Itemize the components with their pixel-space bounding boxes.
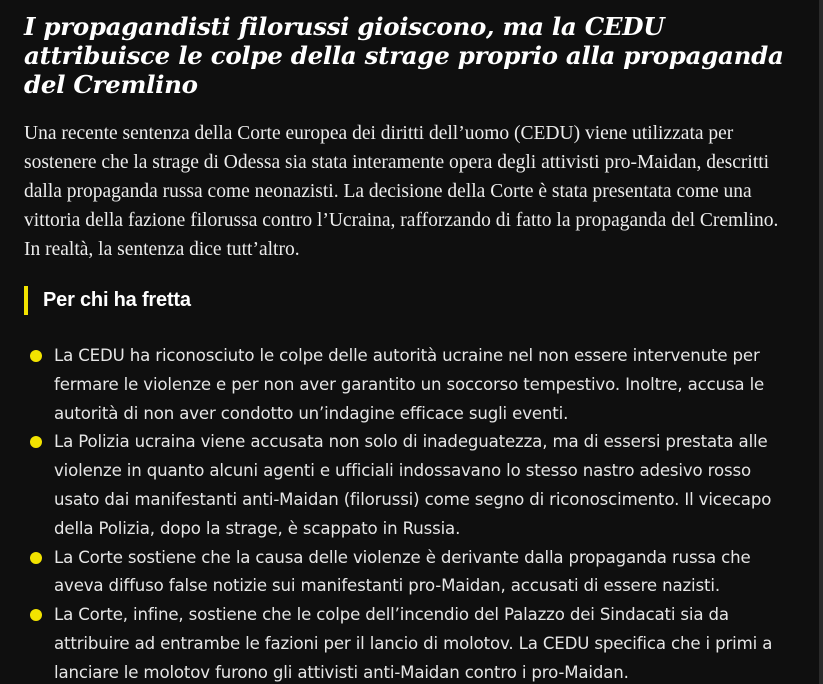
bullet-dot-icon <box>30 552 42 564</box>
summary-item <box>24 342 793 428</box>
summary-item-text: La Corte, infine, sostiene che le colpe dell’incendio del Palazzo dei Sindacati sia da attribuire ad entrambe le fazioni per il lancio di molotov. La CEDU specifica che i primi a lanciare le molotov furono gli attivisti anti-Maidan contro i pro-Maidan. <box>54 605 773 682</box>
summary-item <box>24 428 793 543</box>
bullet-dot-icon <box>30 350 42 362</box>
summary-item-text: La CEDU ha riconosciuto le colpe delle autorità ucraine nel non essere intervenute per fermare le violenze e per non aver garantito un soccorso tempestivo. Inoltre, accusa le autorità di non aver condotto un’indagine efficace sugli eventi. <box>54 346 765 423</box>
summary-item-text: La Corte sostiene che la causa delle violenze è derivante dalla propaganda russa che aveva diffuso false notizie sui manifestanti pro-Maidan, accusati di essere nazisti. <box>54 547 751 596</box>
summary-list <box>24 342 793 684</box>
article-intro: Una recente sentenza della Corte europea dei diritti dell’uomo (CEDU) viene utilizzata per sostenere che la strage di Odessa sia stata interamente opera degli attivisti pro-Maidan, descritti dalla propaganda russa come neonazisti. La decisione della Corte è stata presentata come una vittoria della fazione filorussa contro l’Ucraina, rafforzando di fatto la propaganda del Cremlino. In realtà, la sentenza dice tutt’altro. <box>24 123 779 260</box>
summary-item-text: La Polizia ucraina viene accusata non solo di inadeguatezza, ma di essersi prestata alle violenze in quanto alcuni agenti e ufficiali indossavano lo stesso nastro adesivo rosso usato dai manifestanti anti-Maidan (filorussi) come segno di riconoscimento. Il vicecapo della Polizia, dopo la strage, è scappato in Russia. <box>54 432 772 538</box>
bullet-dot-icon <box>30 609 42 621</box>
bullet-dot-icon <box>30 436 42 448</box>
page-scrollbar[interactable] <box>819 0 823 684</box>
summary-item <box>24 601 793 684</box>
article-headline: I propagandisti filorussi gioiscono, ma la CEDU attribuisce le colpe della strage proprio alla propaganda del Cremlino <box>24 12 784 99</box>
summary-item <box>24 544 793 602</box>
summary-heading: Per chi ha fretta <box>24 286 793 315</box>
